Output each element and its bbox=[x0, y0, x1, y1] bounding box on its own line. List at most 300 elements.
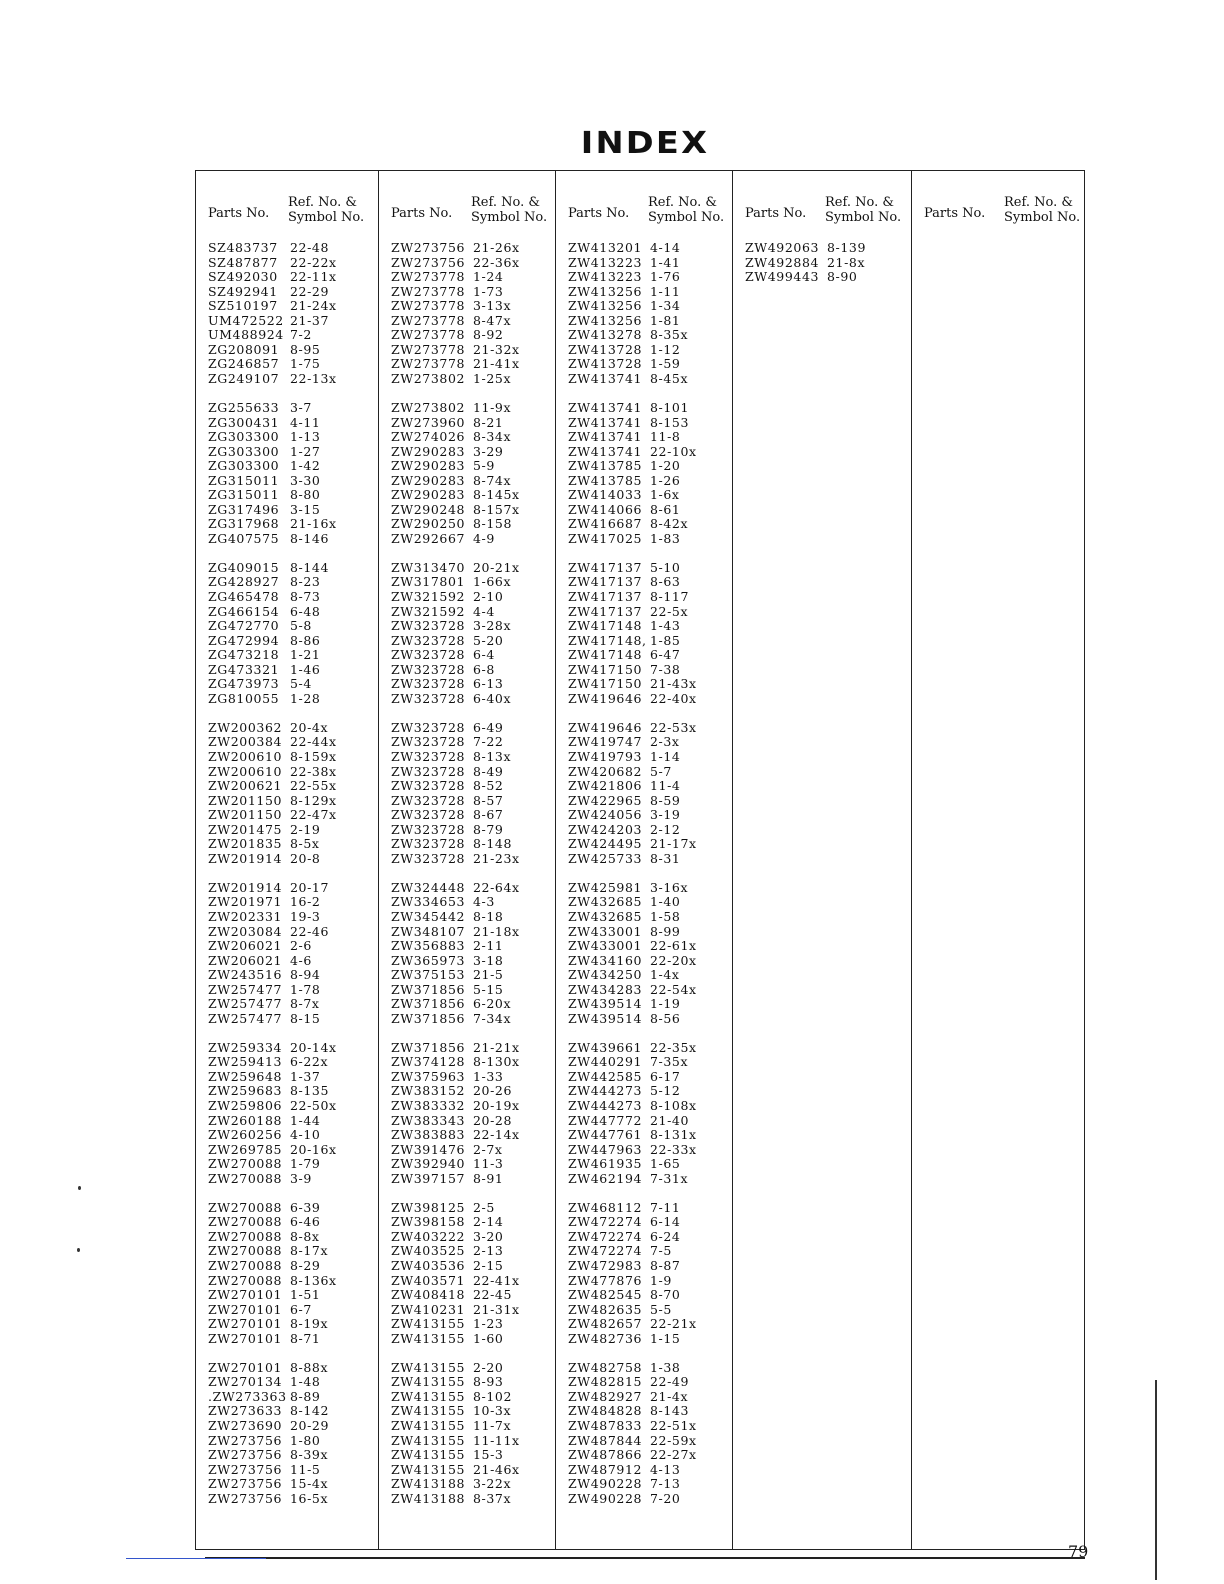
ref-symbol-number: 1-76 bbox=[650, 269, 681, 285]
table-row bbox=[196, 895, 378, 910]
part-number: ZW432685 bbox=[568, 894, 643, 910]
table-row bbox=[379, 765, 555, 780]
part-number: ZW270088 bbox=[208, 1199, 283, 1215]
ref-no-header bbox=[471, 195, 547, 225]
part-number: SZ492030 bbox=[208, 269, 278, 285]
ref-no-header-line1: Ref. No. & bbox=[288, 195, 357, 210]
part-number: ZW323728 bbox=[391, 676, 466, 692]
part-number: ZW374128 bbox=[391, 1054, 466, 1070]
part-number: ZW403222 bbox=[391, 1228, 466, 1244]
table-row bbox=[379, 1332, 555, 1347]
column-header bbox=[556, 191, 732, 231]
table-row bbox=[196, 575, 378, 590]
ref-symbol-number: 11-8 bbox=[650, 429, 681, 445]
part-number: ZW422965 bbox=[568, 792, 643, 808]
table-row bbox=[379, 968, 555, 983]
part-number: ZG300431 bbox=[208, 414, 280, 430]
part-number: ZW273960 bbox=[391, 414, 466, 430]
ref-symbol-number: 4-9 bbox=[473, 530, 495, 546]
table-row bbox=[556, 1419, 732, 1434]
part-number: ZG315011 bbox=[208, 472, 280, 488]
ref-symbol-number: 22-53x bbox=[650, 719, 697, 735]
ref-symbol-number: 20-16x bbox=[290, 1141, 337, 1157]
table-row bbox=[379, 517, 555, 532]
table-row bbox=[196, 735, 378, 750]
ref-symbol-number: 1-27 bbox=[290, 443, 321, 459]
part-number: ZW323728 bbox=[391, 749, 466, 764]
table-row bbox=[379, 256, 555, 271]
table-row bbox=[556, 1215, 732, 1230]
ref-symbol-number: 1-20 bbox=[650, 458, 681, 474]
part-number: ZW273778 bbox=[391, 269, 466, 285]
table-row bbox=[379, 750, 555, 765]
ref-symbol-number: 8-94 bbox=[290, 967, 321, 983]
part-number: ZW410231 bbox=[391, 1301, 466, 1317]
table-row bbox=[556, 445, 732, 460]
parts-no-header: Parts No. bbox=[568, 206, 630, 221]
table-row bbox=[379, 1099, 555, 1114]
part-number: ZW413785 bbox=[568, 458, 643, 474]
entry-group bbox=[379, 401, 555, 546]
table-row bbox=[196, 459, 378, 474]
index-column-4 bbox=[733, 171, 912, 1549]
table-row bbox=[196, 474, 378, 489]
part-number: ZW413741 bbox=[568, 429, 643, 445]
ref-symbol-number: 8-18 bbox=[473, 908, 504, 924]
ref-symbol-number: 20-14x bbox=[290, 1039, 337, 1055]
part-number: ZW413201 bbox=[568, 240, 643, 255]
table-row bbox=[379, 1244, 555, 1259]
entry-group bbox=[556, 721, 732, 866]
table-row bbox=[556, 1288, 732, 1303]
table-row bbox=[379, 1492, 555, 1507]
table-row bbox=[196, 1244, 378, 1259]
ref-symbol-number: 2-5 bbox=[473, 1199, 495, 1215]
table-row bbox=[379, 997, 555, 1012]
ref-symbol-number: 7-38 bbox=[650, 661, 681, 677]
table-row bbox=[379, 648, 555, 663]
part-number: ZW290283 bbox=[391, 472, 466, 488]
table-row bbox=[196, 1128, 378, 1143]
table-row bbox=[556, 619, 732, 634]
table-row bbox=[556, 459, 732, 474]
ref-symbol-number: 4-6 bbox=[290, 952, 312, 968]
ref-symbol-number: 2-19 bbox=[290, 821, 321, 837]
part-number: ZW260256 bbox=[208, 1127, 283, 1143]
part-number: ZW371856 bbox=[391, 1039, 466, 1055]
table-row bbox=[556, 561, 732, 576]
part-number: ZW290283 bbox=[391, 443, 466, 459]
parts-no-header: Parts No. bbox=[745, 206, 807, 221]
ref-symbol-number: 2-20 bbox=[473, 1359, 504, 1375]
table-row bbox=[379, 328, 555, 343]
part-number: ZW201150 bbox=[208, 807, 283, 823]
ref-symbol-number: 8-95 bbox=[290, 341, 321, 357]
ref-symbol-number: 4-11 bbox=[290, 414, 321, 430]
table-row bbox=[196, 997, 378, 1012]
part-number: ZW290248 bbox=[391, 501, 466, 517]
ref-symbol-number: 22-20x bbox=[650, 952, 697, 968]
ref-symbol-number: 8-130x bbox=[473, 1054, 520, 1070]
table-row bbox=[379, 1463, 555, 1478]
part-number: ZG472770 bbox=[208, 618, 280, 634]
part-number: ZW487833 bbox=[568, 1417, 643, 1433]
ref-symbol-number: 4-13 bbox=[650, 1461, 681, 1477]
ref-symbol-number: 8-31 bbox=[650, 850, 681, 866]
ref-symbol-number: 21-32x bbox=[473, 341, 520, 357]
ref-symbol-number: 22-61x bbox=[650, 938, 697, 954]
ref-symbol-number: 6-40x bbox=[473, 690, 512, 706]
part-number: ZW273633 bbox=[208, 1403, 283, 1419]
table-row bbox=[556, 881, 732, 896]
table-row bbox=[196, 357, 378, 372]
table-row bbox=[556, 954, 732, 969]
ref-symbol-number: 11-3 bbox=[473, 1156, 504, 1172]
table-row bbox=[556, 750, 732, 765]
ref-symbol-number: 6-24 bbox=[650, 1228, 681, 1244]
ref-symbol-number: 3-7 bbox=[290, 399, 312, 415]
table-row bbox=[196, 852, 378, 867]
table-row bbox=[196, 1332, 378, 1347]
part-number: ZW419646 bbox=[568, 690, 643, 706]
table-row bbox=[379, 1477, 555, 1492]
part-number: ZG246857 bbox=[208, 356, 280, 372]
ref-symbol-number: 2-3x bbox=[650, 734, 680, 750]
table-row bbox=[196, 1084, 378, 1099]
ref-symbol-number: 6-20x bbox=[473, 996, 512, 1012]
ref-symbol-number: 6-46 bbox=[290, 1214, 321, 1230]
table-row bbox=[379, 852, 555, 867]
table-row bbox=[556, 1404, 732, 1419]
ref-symbol-number: 8-102 bbox=[473, 1388, 513, 1404]
table-row bbox=[379, 299, 555, 314]
part-number: ZW270088 bbox=[208, 1170, 283, 1186]
ref-symbol-number: 3-22x bbox=[473, 1476, 512, 1492]
ref-symbol-number: 22-21x bbox=[650, 1316, 697, 1332]
part-number: ZW383332 bbox=[391, 1098, 466, 1114]
entry-group bbox=[556, 1201, 732, 1346]
ref-symbol-number: 21-40 bbox=[650, 1112, 690, 1128]
ref-symbol-number: 1-60 bbox=[473, 1330, 504, 1346]
table-row bbox=[556, 779, 732, 794]
part-number: ZW273802 bbox=[391, 399, 466, 415]
table-row bbox=[196, 1259, 378, 1274]
part-number: ZW273778 bbox=[391, 283, 466, 299]
table-row bbox=[556, 1448, 732, 1463]
ref-symbol-number: 16-2 bbox=[290, 894, 321, 910]
ref-symbol-number: 21-46x bbox=[473, 1461, 520, 1477]
part-number: ZW273778 bbox=[391, 356, 466, 372]
entry-group bbox=[556, 881, 732, 1026]
ref-symbol-number: 20-19x bbox=[473, 1098, 520, 1114]
part-number: ZW290250 bbox=[391, 516, 466, 532]
part-number: ZW273756 bbox=[208, 1461, 283, 1477]
entry-group bbox=[196, 721, 378, 866]
part-number: ZW270101 bbox=[208, 1330, 283, 1346]
ref-symbol-number: 7-34x bbox=[473, 1010, 512, 1026]
ref-symbol-number: 8-7x bbox=[290, 996, 320, 1012]
parts-no-header: Parts No. bbox=[208, 206, 270, 221]
table-row bbox=[556, 590, 732, 605]
part-number: ZW356883 bbox=[391, 938, 466, 954]
part-number: ZW270088 bbox=[208, 1156, 283, 1172]
scan-speck bbox=[78, 1186, 81, 1190]
scan-speck bbox=[77, 1248, 80, 1252]
ref-symbol-number: 22-50x bbox=[290, 1098, 337, 1114]
table-row bbox=[196, 750, 378, 765]
table-row bbox=[196, 605, 378, 620]
part-number: ZW371856 bbox=[391, 1010, 466, 1026]
part-number: ZW413741 bbox=[568, 399, 643, 415]
ref-symbol-number: 7-35x bbox=[650, 1054, 689, 1070]
part-number: ZG409015 bbox=[208, 559, 280, 575]
table-row bbox=[556, 823, 732, 838]
table-row bbox=[196, 634, 378, 649]
ref-symbol-number: 1-23 bbox=[473, 1316, 504, 1332]
table-row bbox=[379, 619, 555, 634]
entry-group bbox=[196, 561, 378, 706]
part-number: ZW492884 bbox=[745, 254, 820, 270]
part-number: ZW273690 bbox=[208, 1417, 283, 1433]
table-row bbox=[196, 1434, 378, 1449]
ref-symbol-number: 20-29 bbox=[290, 1417, 330, 1433]
ref-symbol-number: 8-144 bbox=[290, 559, 330, 575]
table-row bbox=[196, 808, 378, 823]
table-row bbox=[379, 488, 555, 503]
part-number: ZW270101 bbox=[208, 1287, 283, 1303]
table-row bbox=[556, 241, 732, 256]
entry-group bbox=[379, 1361, 555, 1506]
part-number: ZW499443 bbox=[745, 269, 820, 285]
table-row bbox=[556, 605, 732, 620]
part-number: ZW403571 bbox=[391, 1272, 466, 1288]
table-row bbox=[379, 1361, 555, 1376]
table-row bbox=[379, 590, 555, 605]
ref-symbol-number: 8-63 bbox=[650, 574, 681, 590]
part-number: ZG317496 bbox=[208, 501, 280, 517]
ref-symbol-number: 1-46 bbox=[290, 661, 321, 677]
table-row bbox=[379, 837, 555, 852]
ref-symbol-number: 1-11 bbox=[650, 283, 681, 299]
part-number: ZW413155 bbox=[391, 1461, 466, 1477]
table-row bbox=[379, 474, 555, 489]
ref-symbol-number: 20-28 bbox=[473, 1112, 513, 1128]
part-number: ZG466154 bbox=[208, 603, 280, 619]
table-row bbox=[379, 1114, 555, 1129]
part-number: ZG315011 bbox=[208, 487, 280, 503]
ref-symbol-number: 21-41x bbox=[473, 356, 520, 372]
table-row bbox=[196, 299, 378, 314]
part-number: SZ487877 bbox=[208, 254, 278, 270]
table-row bbox=[196, 416, 378, 431]
ref-symbol-number: 8-5x bbox=[290, 836, 320, 852]
ref-symbol-number: 22-54x bbox=[650, 981, 697, 997]
part-number: ZW472274 bbox=[568, 1228, 643, 1244]
part-number: ZG407575 bbox=[208, 530, 280, 546]
ref-symbol-number: 6-4 bbox=[473, 647, 495, 663]
part-number: ZW257477 bbox=[208, 996, 283, 1012]
ref-symbol-number: 1-65 bbox=[650, 1156, 681, 1172]
table-row bbox=[379, 1274, 555, 1289]
part-number: ZW323728 bbox=[391, 719, 466, 735]
table-row bbox=[556, 968, 732, 983]
ref-symbol-number: 1-25x bbox=[473, 370, 512, 386]
table-row bbox=[196, 256, 378, 271]
entry-groups bbox=[379, 241, 555, 1521]
ref-symbol-number: 8-49 bbox=[473, 763, 504, 779]
part-number: ZW413155 bbox=[391, 1447, 466, 1463]
ref-symbol-number: 8-73 bbox=[290, 589, 321, 605]
index-column-2 bbox=[379, 171, 556, 1549]
ref-no-header bbox=[648, 195, 724, 225]
part-number: ZW413256 bbox=[568, 298, 643, 314]
table-row bbox=[379, 1288, 555, 1303]
ref-symbol-number: 8-90 bbox=[827, 269, 858, 285]
table-row bbox=[556, 1317, 732, 1332]
part-number: ZW482657 bbox=[568, 1316, 643, 1332]
table-row bbox=[196, 1375, 378, 1390]
table-row bbox=[379, 1215, 555, 1230]
part-number: ZW413155 bbox=[391, 1403, 466, 1419]
ref-symbol-number: 8-145x bbox=[473, 487, 520, 503]
part-number: ZW290283 bbox=[391, 487, 466, 503]
part-number: ZW270101 bbox=[208, 1359, 283, 1375]
part-number: ZW323728 bbox=[391, 632, 466, 648]
part-number: ZG473973 bbox=[208, 676, 280, 692]
table-row bbox=[556, 1172, 732, 1187]
part-number: ZW273756 bbox=[391, 254, 466, 270]
ref-symbol-number: 8-80 bbox=[290, 487, 321, 503]
ref-symbol-number: 1-42 bbox=[290, 458, 321, 474]
part-number: ZW203084 bbox=[208, 923, 283, 939]
part-number: ZG472994 bbox=[208, 632, 280, 648]
ref-symbol-number: 8-87 bbox=[650, 1258, 681, 1273]
ref-symbol-number: 4-3 bbox=[473, 894, 495, 910]
part-number: ZW273756 bbox=[208, 1490, 283, 1506]
table-row bbox=[196, 677, 378, 692]
table-row bbox=[379, 314, 555, 329]
ref-symbol-number: 8-86 bbox=[290, 632, 321, 648]
part-number: ZW487866 bbox=[568, 1447, 643, 1463]
table-row bbox=[556, 532, 732, 547]
ref-symbol-number: 7-13 bbox=[650, 1476, 681, 1492]
ref-symbol-number: 5-9 bbox=[473, 458, 495, 474]
ref-symbol-number: 7-22 bbox=[473, 734, 504, 750]
table-row bbox=[379, 954, 555, 969]
ref-symbol-number: 3-29 bbox=[473, 443, 504, 459]
table-row bbox=[379, 1128, 555, 1143]
entry-groups bbox=[733, 241, 911, 299]
margin-rule bbox=[1155, 1380, 1157, 1580]
part-number: ZW417148 bbox=[568, 647, 643, 663]
ref-no-header-line1: Ref. No. & bbox=[1004, 195, 1073, 210]
part-number: ZW206021 bbox=[208, 952, 283, 968]
part-number: ZW270101 bbox=[208, 1301, 283, 1317]
ref-no-header-line1: Ref. No. & bbox=[648, 195, 717, 210]
part-number: ZW323728 bbox=[391, 836, 466, 852]
table-row bbox=[556, 503, 732, 518]
table-row bbox=[556, 372, 732, 387]
part-number: ZW273778 bbox=[391, 327, 466, 343]
table-row bbox=[379, 1172, 555, 1187]
table-row bbox=[379, 939, 555, 954]
table-row bbox=[556, 735, 732, 750]
table-row bbox=[556, 925, 732, 940]
table-row bbox=[379, 1012, 555, 1027]
ref-symbol-number: 22-10x bbox=[650, 443, 697, 459]
table-row bbox=[556, 910, 732, 925]
ref-no-header-line2: Symbol No. bbox=[825, 210, 902, 225]
ref-symbol-number: 4-10 bbox=[290, 1127, 321, 1143]
ref-symbol-number: 20-4x bbox=[290, 719, 329, 735]
table-row bbox=[379, 1084, 555, 1099]
ref-symbol-number: 8-79 bbox=[473, 821, 504, 837]
table-row bbox=[196, 1172, 378, 1187]
table-row bbox=[379, 823, 555, 838]
ref-symbol-number: 22-33x bbox=[650, 1141, 697, 1157]
entry-group bbox=[733, 241, 911, 285]
part-number: ZW413188 bbox=[391, 1490, 466, 1506]
part-number: ZW413155 bbox=[391, 1316, 466, 1332]
part-number: ZW259413 bbox=[208, 1054, 283, 1070]
table-row bbox=[379, 881, 555, 896]
table-row bbox=[196, 1274, 378, 1289]
ref-symbol-number: 1-48 bbox=[290, 1374, 321, 1390]
part-number: ZW259806 bbox=[208, 1098, 283, 1114]
part-number: ZW490228 bbox=[568, 1490, 643, 1506]
ref-symbol-number: 2-14 bbox=[473, 1214, 504, 1230]
ref-symbol-number: 1-13 bbox=[290, 429, 321, 445]
table-row bbox=[379, 1041, 555, 1056]
part-number: ZW391476 bbox=[391, 1141, 466, 1157]
bottom-rule bbox=[205, 1557, 1085, 1559]
ref-symbol-number: 8-136x bbox=[290, 1272, 337, 1288]
table-row bbox=[556, 837, 732, 852]
ref-symbol-number: 8-142 bbox=[290, 1403, 330, 1419]
part-number: ZW313470 bbox=[391, 559, 466, 575]
part-number: ZW317801 bbox=[391, 574, 466, 590]
part-number: ZG473218 bbox=[208, 647, 280, 663]
table-row bbox=[196, 1230, 378, 1245]
ref-symbol-number: 8-93 bbox=[473, 1374, 504, 1390]
table-row bbox=[556, 1012, 732, 1027]
entry-group bbox=[379, 881, 555, 1026]
ref-symbol-number: 21-4x bbox=[650, 1388, 689, 1404]
ref-symbol-number: 11-4 bbox=[650, 778, 681, 794]
table-row bbox=[196, 590, 378, 605]
part-number: ZW482635 bbox=[568, 1301, 643, 1317]
table-row bbox=[379, 270, 555, 285]
table-row bbox=[379, 895, 555, 910]
part-number: ZW201914 bbox=[208, 879, 283, 895]
table-row bbox=[196, 1099, 378, 1114]
part-number: ZW447772 bbox=[568, 1112, 643, 1128]
ref-symbol-number: 8-117 bbox=[650, 589, 690, 605]
table-row bbox=[196, 765, 378, 780]
ref-no-header-line1: Ref. No. & bbox=[825, 195, 894, 210]
ref-symbol-number: 8-19x bbox=[290, 1316, 329, 1332]
part-number: ZW383883 bbox=[391, 1127, 466, 1143]
table-row bbox=[556, 357, 732, 372]
table-row bbox=[379, 1055, 555, 1070]
table-row bbox=[379, 605, 555, 620]
part-number: ZW417150 bbox=[568, 676, 643, 692]
entry-groups bbox=[196, 241, 378, 1521]
ref-symbol-number: 8-21 bbox=[473, 414, 504, 430]
table-row bbox=[196, 692, 378, 707]
ref-symbol-number: 1-58 bbox=[650, 908, 681, 924]
part-number: ZW323728 bbox=[391, 778, 466, 794]
